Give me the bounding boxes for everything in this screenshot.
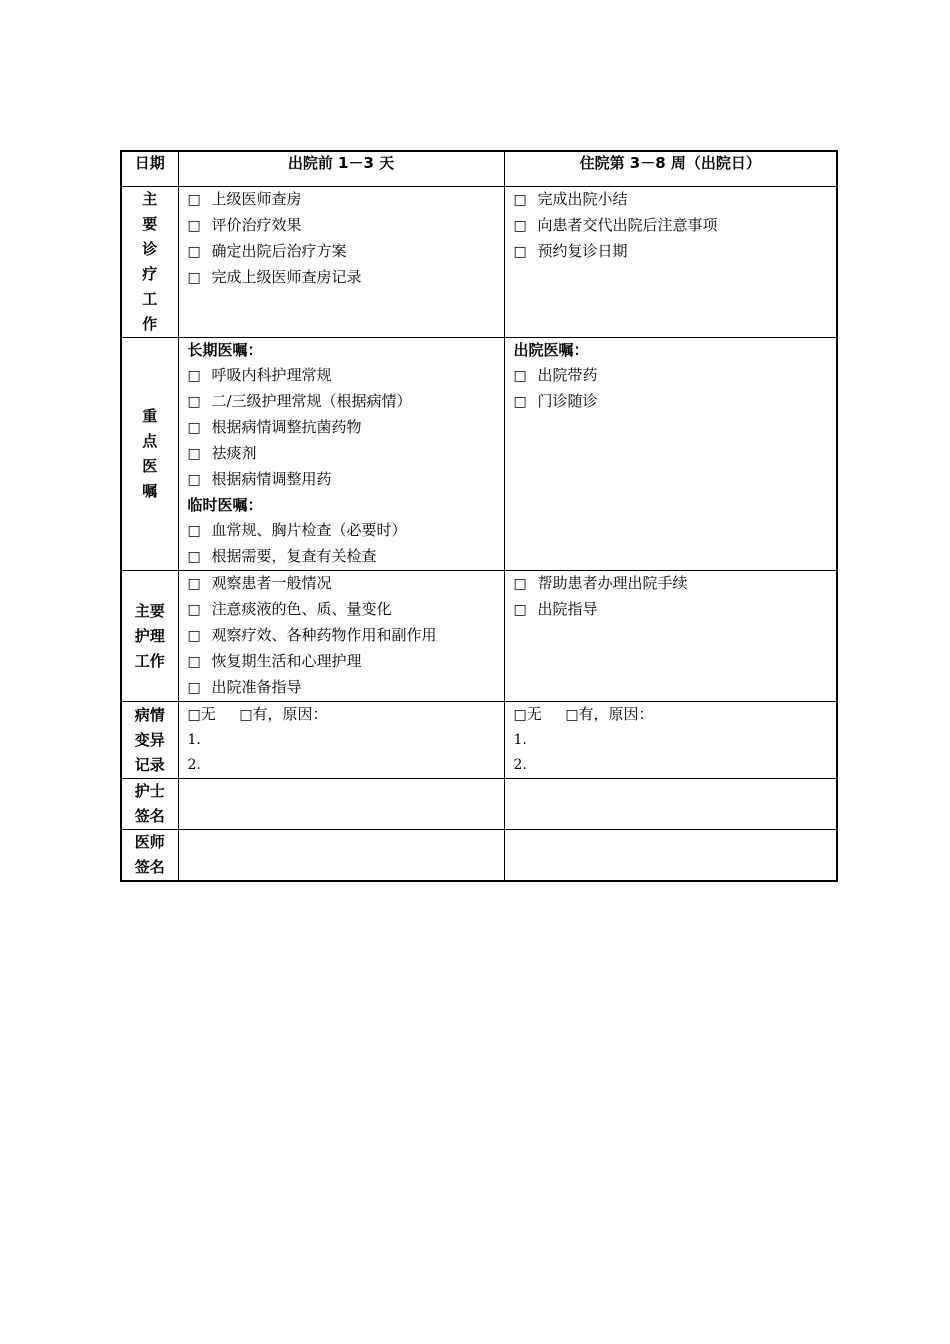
checklist-item bbox=[188, 623, 496, 649]
checklist-item bbox=[188, 389, 496, 415]
header-row bbox=[121, 151, 837, 187]
checkbox-none[interactable]: □ bbox=[187, 707, 201, 723]
label-char: 主 bbox=[142, 190, 158, 208]
diagnosis-col2 bbox=[504, 187, 837, 338]
row-doctor-signature bbox=[121, 830, 837, 882]
label-line: 护士 bbox=[134, 782, 165, 800]
none-label: 无 bbox=[526, 705, 542, 723]
label-line: 医师 bbox=[134, 833, 165, 851]
item-label: 预约复诊日期 bbox=[537, 242, 628, 260]
checklist-item bbox=[188, 187, 496, 213]
checklist-item bbox=[188, 467, 496, 493]
nurse-signature-col1[interactable] bbox=[178, 779, 504, 830]
label-line: 签名 bbox=[134, 807, 165, 825]
reason-line-1[interactable]: 1. bbox=[187, 732, 201, 748]
header-date: 日期 bbox=[121, 151, 178, 187]
nursing-col2 bbox=[504, 571, 837, 702]
checkbox[interactable]: □ bbox=[513, 368, 527, 384]
nursing-col1 bbox=[178, 571, 504, 702]
checklist-item bbox=[188, 441, 496, 467]
checkbox[interactable]: □ bbox=[187, 549, 201, 565]
checkbox[interactable]: □ bbox=[187, 420, 201, 436]
checkbox[interactable]: □ bbox=[187, 368, 201, 384]
checklist-item bbox=[188, 363, 496, 389]
label-char: 工 bbox=[142, 290, 158, 308]
checklist-item bbox=[188, 213, 496, 239]
checkbox[interactable]: □ bbox=[187, 602, 201, 618]
label-char: 重 bbox=[142, 407, 158, 425]
reason-line-2[interactable]: 2. bbox=[187, 757, 201, 773]
row-label-orders bbox=[121, 338, 178, 571]
checkbox[interactable]: □ bbox=[187, 628, 201, 644]
temporary-orders-title: 临时医嘱： bbox=[187, 496, 263, 514]
item-label: 祛痰剂 bbox=[211, 444, 257, 462]
row-label-diagnosis bbox=[121, 187, 178, 338]
checkbox[interactable]: □ bbox=[187, 680, 201, 696]
item-label: 评价治疗效果 bbox=[211, 216, 302, 234]
item-label: 血常规、胸片检查（必要时） bbox=[211, 521, 407, 539]
doctor-signature-col1[interactable] bbox=[178, 830, 504, 882]
checkbox[interactable]: □ bbox=[187, 270, 201, 286]
label-line: 护理 bbox=[134, 626, 165, 645]
item-label: 帮助患者办理出院手续 bbox=[537, 574, 688, 592]
checkbox[interactable]: □ bbox=[513, 394, 527, 410]
header-before-discharge: 出院前 1－3 天 bbox=[178, 151, 504, 187]
label-line: 主要 bbox=[134, 601, 165, 620]
checkbox-yes[interactable]: □ bbox=[239, 707, 253, 723]
checklist-item bbox=[188, 265, 496, 291]
row-label-nursing bbox=[121, 571, 178, 702]
item-label: 根据病情调整用药 bbox=[211, 470, 332, 488]
row-label-doctor-signature bbox=[121, 830, 178, 882]
yes-reason-label: 有，原因： bbox=[252, 705, 328, 723]
row-label-nurse-signature bbox=[121, 779, 178, 830]
label-line: 工作 bbox=[134, 651, 165, 670]
checkbox[interactable]: □ bbox=[513, 244, 527, 260]
checkbox[interactable]: □ bbox=[513, 218, 527, 234]
checkbox[interactable]: □ bbox=[513, 576, 527, 592]
doctor-signature-col2[interactable] bbox=[504, 830, 837, 882]
checklist-item bbox=[188, 415, 496, 441]
variation-options bbox=[188, 702, 496, 728]
row-variation bbox=[121, 702, 837, 779]
checklist-item bbox=[188, 571, 496, 597]
item-label: 注意痰液的色、质、量变化 bbox=[211, 600, 392, 618]
checklist-item bbox=[188, 675, 496, 701]
checkbox[interactable]: □ bbox=[187, 192, 201, 208]
yes-reason-label: 有，原因： bbox=[578, 705, 654, 723]
label-line: 记录 bbox=[134, 755, 165, 774]
checkbox[interactable]: □ bbox=[513, 192, 527, 208]
reason-line-2[interactable]: 2. bbox=[513, 757, 527, 773]
checkbox[interactable]: □ bbox=[513, 602, 527, 618]
checklist-item bbox=[514, 213, 829, 239]
checkbox[interactable]: □ bbox=[187, 654, 201, 670]
diagnosis-col1 bbox=[178, 187, 504, 338]
orders-col2 bbox=[504, 338, 837, 571]
checkbox-yes[interactable]: □ bbox=[565, 707, 579, 723]
checkbox[interactable]: □ bbox=[187, 472, 201, 488]
checkbox[interactable]: □ bbox=[187, 446, 201, 462]
checklist-item bbox=[188, 518, 496, 544]
checklist-item bbox=[514, 571, 829, 597]
item-label: 完成出院小结 bbox=[537, 190, 628, 208]
item-label: 出院带药 bbox=[537, 366, 598, 384]
checkbox[interactable]: □ bbox=[187, 218, 201, 234]
item-label: 观察患者一般情况 bbox=[211, 574, 332, 592]
label-char: 要 bbox=[142, 215, 158, 233]
none-label: 无 bbox=[200, 705, 216, 723]
row-nurse-signature bbox=[121, 779, 837, 830]
checklist-item bbox=[514, 187, 829, 213]
row-nursing bbox=[121, 571, 837, 702]
checkbox-none[interactable]: □ bbox=[513, 707, 527, 723]
label-char: 疗 bbox=[142, 265, 158, 283]
checklist-item bbox=[514, 389, 829, 415]
item-label: 门诊随诊 bbox=[537, 392, 598, 410]
item-label: 二/三级护理常规（根据病情） bbox=[211, 392, 412, 410]
checkbox[interactable]: □ bbox=[187, 576, 201, 592]
label-char: 诊 bbox=[142, 240, 158, 258]
discharge-orders-title: 出院医嘱： bbox=[513, 341, 589, 359]
item-label: 根据需要，复查有关检查 bbox=[211, 547, 377, 565]
variation-col1 bbox=[178, 702, 504, 779]
orders-col1 bbox=[178, 338, 504, 571]
variation-col2 bbox=[504, 702, 837, 779]
row-label-variation bbox=[121, 702, 178, 779]
label-line: 病情 bbox=[134, 705, 165, 724]
checklist-item bbox=[188, 649, 496, 675]
checklist-item bbox=[514, 239, 829, 265]
nurse-signature-col2[interactable] bbox=[504, 779, 837, 830]
item-label: 根据病情调整抗菌药物 bbox=[211, 418, 362, 436]
checkbox[interactable]: □ bbox=[187, 523, 201, 539]
label-char: 作 bbox=[142, 315, 158, 333]
item-label: 呼吸内科护理常规 bbox=[211, 366, 332, 384]
clinical-pathway-table bbox=[120, 150, 838, 882]
checklist-item bbox=[188, 597, 496, 623]
reason-line-1[interactable]: 1. bbox=[513, 732, 527, 748]
long-term-orders-title: 长期医嘱： bbox=[187, 341, 263, 359]
checkbox[interactable]: □ bbox=[187, 394, 201, 410]
row-orders bbox=[121, 338, 837, 571]
item-label: 观察疗效、各种药物作用和副作用 bbox=[211, 626, 437, 644]
checklist-item bbox=[514, 363, 829, 389]
label-char: 点 bbox=[142, 432, 158, 450]
label-char: 嘱 bbox=[142, 482, 158, 500]
label-char: 医 bbox=[142, 457, 158, 475]
item-label: 向患者交代出院后注意事项 bbox=[537, 216, 718, 234]
item-label: 出院准备指导 bbox=[211, 678, 302, 696]
row-diagnosis bbox=[121, 187, 837, 338]
item-label: 恢复期生活和心理护理 bbox=[211, 652, 362, 670]
header-discharge-day: 住院第 3－8 周（出院日） bbox=[504, 151, 837, 187]
item-label: 上级医师查房 bbox=[211, 190, 302, 208]
label-line: 变异 bbox=[134, 730, 165, 749]
item-label: 完成上级医师查房记录 bbox=[211, 268, 362, 286]
label-line: 签名 bbox=[134, 858, 165, 876]
item-label: 出院指导 bbox=[537, 600, 598, 618]
checkbox[interactable]: □ bbox=[187, 244, 201, 260]
item-label: 确定出院后治疗方案 bbox=[211, 242, 347, 260]
checklist-item bbox=[188, 239, 496, 265]
variation-options bbox=[514, 702, 829, 728]
checklist-item bbox=[188, 544, 496, 570]
checklist-item bbox=[514, 597, 829, 623]
